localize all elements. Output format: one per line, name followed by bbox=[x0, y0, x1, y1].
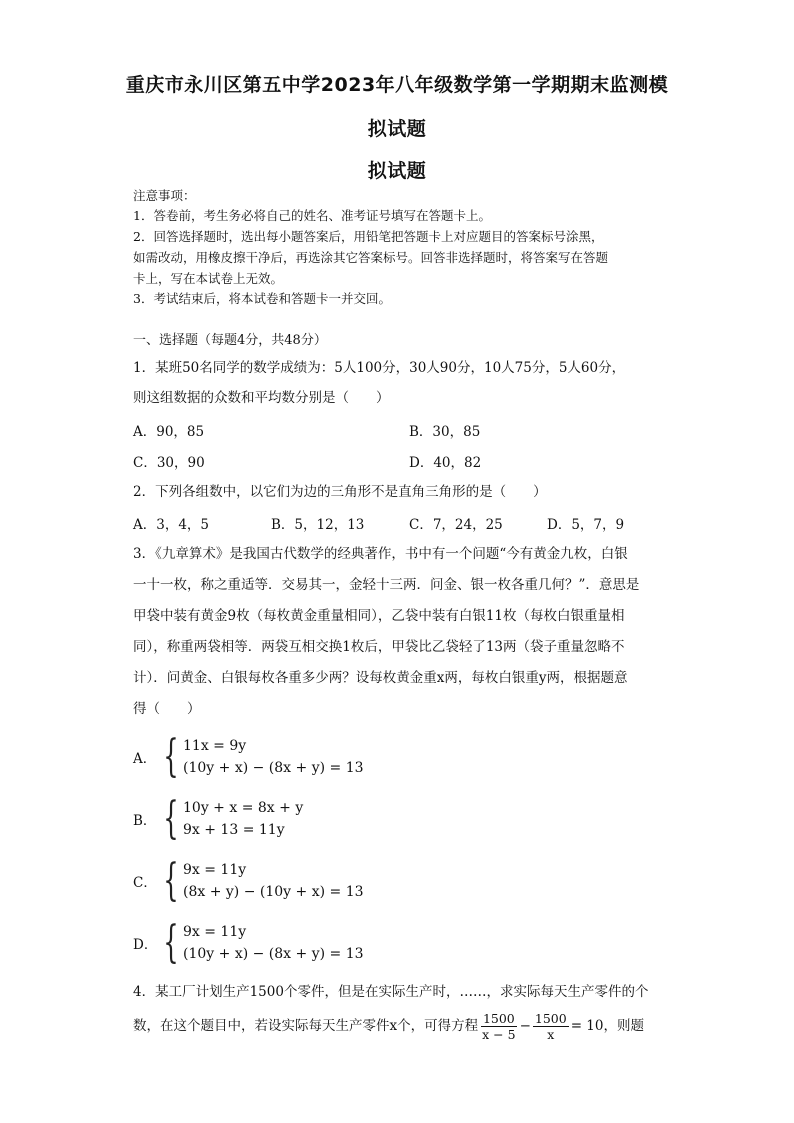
section-heading: 一、选择题（每题4分，共48分） bbox=[133, 333, 327, 348]
q1-option-b: B．30，85 bbox=[409, 424, 481, 440]
q3-option-b bbox=[133, 793, 304, 844]
q4-fraction-1-numerator: 1500 bbox=[482, 1010, 515, 1026]
q3-option-a-equation-2: (10y + x) − (8x + y) = 13 bbox=[183, 760, 364, 776]
q3-option-b-equation-2: 9x + 13 = 11y bbox=[183, 822, 285, 838]
q2-option-d: D．5，7，9 bbox=[547, 517, 625, 533]
q3-option-c-label: C． bbox=[133, 875, 157, 891]
exam-title-line1: 重庆市永川区第五中学2023年八年级数学第一学期期末监测模 bbox=[125, 74, 669, 96]
q4-fraction-2-denominator: x bbox=[547, 1026, 555, 1042]
left-brace-icon: { bbox=[163, 917, 179, 968]
q3-stem-line6: 得（ ） bbox=[133, 701, 201, 717]
notice-item-2-line3: 卡上，写在本试卷上无效。 bbox=[133, 271, 284, 286]
q3-stem-line3: 甲袋中装有黄金9枚（每枚黄金重量相同），乙袋中装有白银11枚（每枚白银重量相 bbox=[133, 608, 625, 624]
q4-fraction-1-denominator: x − 5 bbox=[482, 1026, 516, 1042]
q2-option-a: A．3，4，5 bbox=[133, 517, 210, 533]
q4-stem-line1: 4．某工厂计划生产1500个零件，但是在实际生产时，……，求实际每天生产零件的个 bbox=[133, 984, 649, 1000]
q4-minus-sign: − bbox=[519, 1018, 531, 1034]
q4-fraction-2-numerator: 1500 bbox=[534, 1010, 567, 1026]
left-brace-icon: { bbox=[163, 793, 179, 844]
notice-item-1: 1．答卷前，考生务必将自己的姓名、准考证号填写在答题卡上。 bbox=[133, 208, 491, 223]
q1-stem-line2: 则这组数据的众数和平均数分别是（ ） bbox=[133, 390, 390, 406]
q3-option-d-equation-2: (10y + x) − (8x + y) = 13 bbox=[183, 946, 364, 962]
q2-stem: 2．下列各组数中，以它们为边的三角形不是直角三角形的是（ ） bbox=[133, 484, 547, 500]
left-brace-icon: { bbox=[163, 855, 179, 906]
notice-item-2-line2: 如需改动，用橡皮擦干净后，再选涂其它答案标号。回答非选择题时，将答案写在答题 bbox=[133, 250, 609, 265]
notice-heading: 注意事项： bbox=[133, 188, 196, 203]
q4-stem-line2-tail: = 10，则题 bbox=[570, 1018, 644, 1034]
q3-option-d-label: D． bbox=[133, 937, 158, 953]
q1-stem-line1: 1．某班50名同学的数学成绩为：5人100分，30人90分，10人75分，5人60分， bbox=[133, 360, 626, 376]
q3-stem-line2: 一十一枚，称之重适等．交易其一，金轻十三两．问金、银一枚各重几何？”．意思是 bbox=[133, 577, 640, 593]
q3-option-c bbox=[133, 855, 364, 906]
q4-fraction-2 bbox=[533, 1011, 569, 1042]
q3-stem-line4: 同），称重两袋相等．两袋互相交换1枚后，甲袋比乙袋轻了13两（袋子重量忽略不 bbox=[133, 639, 625, 655]
q4-fraction-1 bbox=[480, 1011, 517, 1042]
q3-stem-line1: 3．《九章算术》是我国古代数学的经典著作，书中有一个问题“今有黄金九枚，白银 bbox=[133, 546, 628, 562]
q3-option-c-equation-1: 9x = 11y bbox=[183, 862, 247, 878]
q2-option-b: B．5，12，13 bbox=[271, 517, 365, 533]
q4-stem-line2 bbox=[133, 1008, 644, 1044]
left-brace-icon: { bbox=[163, 731, 179, 782]
q1-option-d: D．40，82 bbox=[409, 455, 482, 471]
exam-title-line2: 拟试题 bbox=[367, 118, 427, 140]
q3-option-a-equation-1: 11x = 9y bbox=[183, 738, 247, 754]
q2-option-c: C．7，24，25 bbox=[409, 517, 503, 533]
notice-item-2-line1: 2．回答选择题时，选出每小题答案后，用铅笔把答题卡上对应题目的答案标号涂黑， bbox=[133, 229, 604, 244]
q3-option-a bbox=[133, 731, 364, 782]
q3-option-c-equation-2: (8x + y) − (10y + x) = 13 bbox=[183, 884, 364, 900]
q1-option-c: C．30，90 bbox=[133, 455, 205, 471]
q3-option-b-equation-1: 10y + x = 8x + y bbox=[183, 800, 304, 816]
q3-option-d-equation-1: 9x = 11y bbox=[183, 924, 247, 940]
q3-stem-line5: 计）．问黄金、白银每枚各重多少两？设每枚黄金重x两，每枚白银重y两，根据题意 bbox=[133, 670, 628, 686]
q4-stem-line2-text: 数，在这个题目中，若设实际每天生产零件x个，可得方程 bbox=[133, 1018, 479, 1034]
q3-option-a-label: A． bbox=[133, 751, 157, 767]
q1-option-a: A．90，85 bbox=[133, 424, 205, 440]
q3-option-b-label: B． bbox=[133, 813, 157, 829]
notice-item-3: 3．考试结束后，将本试卷和答题卡一并交回。 bbox=[133, 291, 391, 306]
exam-title-line3: 拟试题 bbox=[367, 160, 427, 182]
q3-option-d bbox=[133, 917, 364, 968]
